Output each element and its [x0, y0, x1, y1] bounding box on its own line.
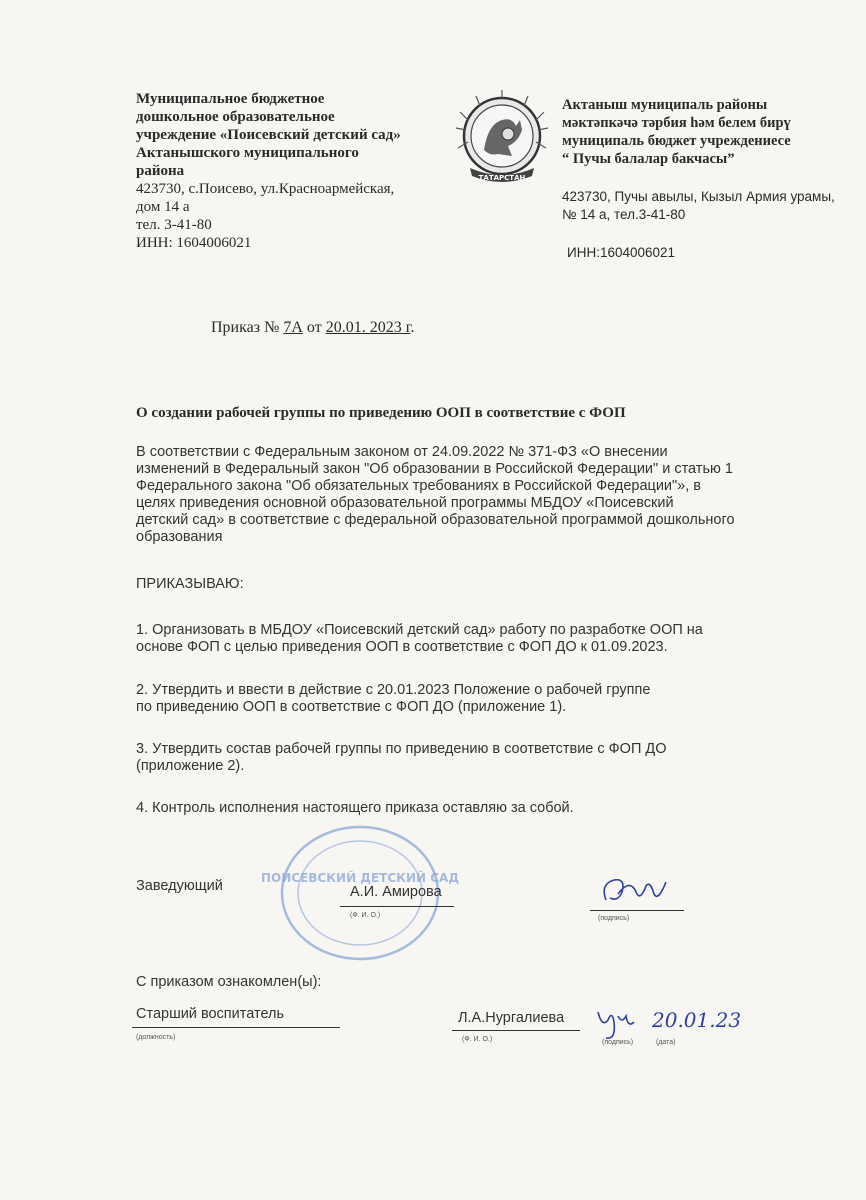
head-name: А.И. Амирова — [350, 884, 442, 900]
header-left-line: учреждение «Поисевский детский сад» — [136, 127, 401, 143]
header-right-address — [562, 188, 862, 224]
ack-date-caption: (дата) — [656, 1039, 676, 1046]
emblem-icon — [446, 90, 558, 190]
order-item-line: основе ФОП с целью приведения ООП в соответствие с ФОП ДО к 01.09.2023. — [136, 639, 668, 655]
order-item-line: 1. Организовать в МБДОУ «Поисевский детский сад» работу по разработке ООП на — [136, 622, 703, 638]
header-right-line: мәктәпкәчә тәрбия һәм белем бирү — [562, 115, 791, 131]
tatarstan-emblem — [446, 90, 558, 190]
header-left-line: дошкольное образовательное — [136, 109, 335, 125]
address-line: 423730, Пучы авылы, Кызыл Армия урамы, — [562, 189, 835, 204]
ack-name-line — [452, 1030, 580, 1031]
ack-name: Л.А.Нургалиева — [458, 1010, 565, 1026]
preamble-line: изменений в Федеральный закон "Об образовании в Российской Федерации" и статью 1 — [136, 461, 733, 477]
address-line: 423730, с.Поисево, ул.Красноармейская, — [136, 181, 395, 197]
ack-heading: С приказом ознакомлен(ы): — [136, 974, 322, 990]
ack-handwritten-date: 20.01.23 — [652, 1008, 742, 1032]
order-item-line: 4. Контроль исполнения настоящего приказа оставляю за собой. — [136, 800, 574, 816]
head-sign-caption: (подпись) — [598, 915, 630, 922]
ack-fio-caption: (Ф. И. О.) — [462, 1036, 493, 1043]
header-left-line: Муниципальное бюджетное — [136, 91, 325, 107]
order-prefix: Приказ № — [211, 319, 284, 336]
head-name-line — [340, 906, 454, 907]
address-line: ИНН: 1604006021 — [136, 235, 252, 251]
head-position: Заведующий — [136, 878, 223, 894]
order-item — [136, 800, 786, 817]
order-middle: от — [302, 319, 326, 336]
order-item — [136, 741, 786, 775]
address-line: № 14 а, тел.3-41-80 — [562, 207, 686, 222]
order-word: ПРИКАЗЫВАЮ: — [136, 576, 244, 592]
ack-sign-caption: (подпись) — [602, 1039, 634, 1046]
address-line: тел. 3-41-80 — [136, 217, 212, 233]
order-number: 7А — [283, 319, 303, 336]
head-sign-line — [590, 910, 684, 911]
preamble-line: целях приведения основной образовательной программы МБДОУ «Поисевский — [136, 495, 674, 511]
address-line: дом 14 а — [136, 199, 190, 215]
preamble-line: В соответствии с Федеральным законом от 24.09.2022 № 371-ФЗ «О внесении — [136, 444, 668, 460]
signature-icon — [596, 872, 676, 912]
preamble-line: Федерального закона "Об обязательных требованиях в Российской Федерации"», в — [136, 478, 701, 494]
header-right-inn: ИНН:1604006021 — [567, 245, 676, 260]
order-item — [136, 682, 786, 716]
header-right-line: муниципаль бюджет учреждениесе — [562, 133, 791, 149]
header-right-line: Актаныш муниципаль районы — [562, 97, 768, 113]
order-item-line: по приведению ООП в соответствие с ФОП ДО (приложение 1). — [136, 699, 567, 715]
preamble — [136, 444, 786, 546]
order-item-line: 3. Утвердить состав рабочей группы по приведению в соответствие с ФОП ДО — [136, 741, 667, 757]
order-item-line: (приложение 2). — [136, 758, 245, 774]
preamble-line: образования — [136, 529, 223, 545]
ack-position-line — [132, 1027, 340, 1028]
header-left-line: района — [136, 163, 185, 179]
ack-position-caption: (должность) — [136, 1034, 176, 1041]
order-item-line: 2. Утвердить и ввести в действие с 20.01.2023 Положение о рабочей группе — [136, 682, 651, 698]
order-line — [211, 319, 414, 337]
document-title: О создании рабочей группы по приведению ООП в соответствие с ФОП — [136, 405, 626, 421]
ack-position: Старший воспитатель — [136, 1006, 285, 1022]
header-left-org — [136, 90, 446, 180]
stamp-text: ПОИСЕВСКИЙ ДЕТСКИЙ САД — [260, 871, 460, 885]
order-item — [136, 622, 786, 656]
header-left-line: Актанышского муниципального — [136, 145, 359, 161]
header-right-line: “ Пучы балалар бакчасы” — [562, 151, 735, 167]
header-left-address — [136, 180, 446, 252]
preamble-line: детский сад» в соответствие с федеральной образовательной программой дошкольного — [136, 512, 735, 528]
header-right — [562, 96, 862, 262]
signature-icon — [590, 998, 642, 1042]
header-right-org — [562, 96, 862, 168]
emblem-ribbon-text: ТАТАРСТАН — [478, 174, 526, 182]
order-suffix: . — [410, 319, 415, 336]
header-left — [136, 90, 446, 252]
order-date: 20.01. 2023 г — [325, 319, 411, 336]
head-fio-caption: (Ф. И. О.) — [350, 912, 381, 919]
